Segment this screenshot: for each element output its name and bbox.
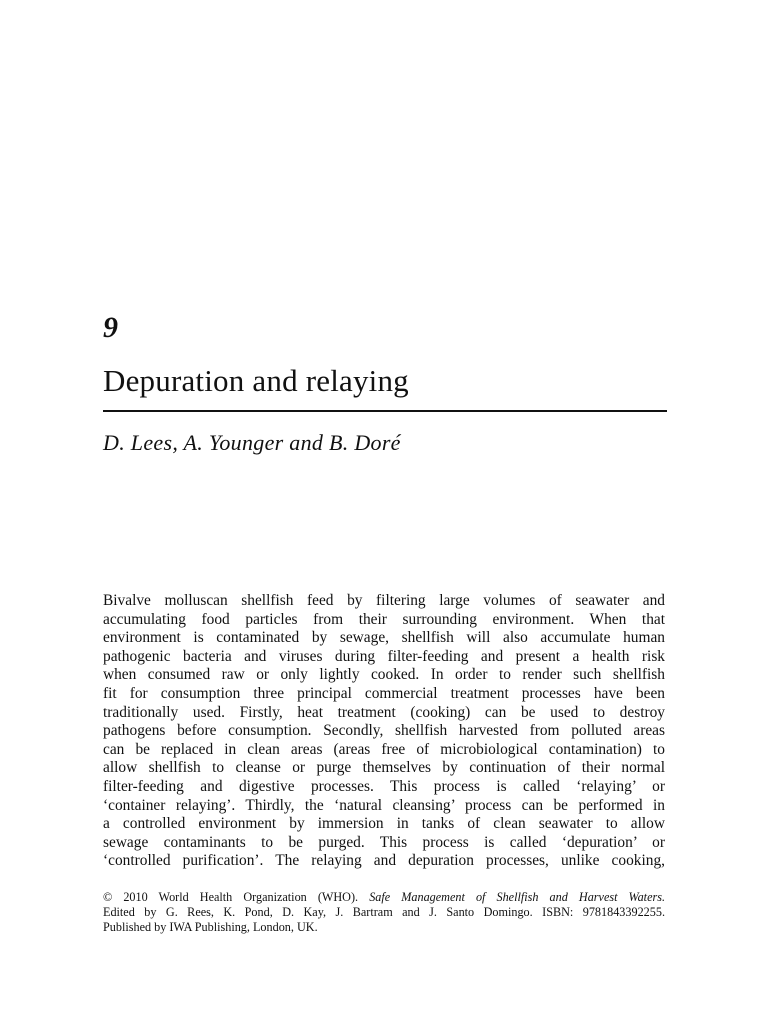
paragraph-line: traditionally used. Firstly, heat treatment (cooking) can be used to destroy: [103, 703, 665, 721]
footnote-line-3: Published by IWA Publishing, London, UK.: [103, 920, 318, 935]
copyright-text: © 2010 World Health Organization (WHO).: [103, 890, 359, 904]
book-title: Safe Management of Shellfish and Harvest Waters.: [369, 890, 666, 904]
paragraph-line: filter-feeding and digestive processes. This process is called ‘relaying’ or: [103, 777, 665, 795]
paragraph-line: Bivalve molluscan shellfish feed by filtering large volumes of seawater and: [103, 592, 665, 609]
body-paragraph: [103, 592, 665, 871]
title-divider: [103, 410, 667, 412]
footnote-line-2: Edited by G. Rees, K. Pond, D. Kay, J. Bartram and J. Santo Domingo. ISBN: 9781843392255.: [103, 905, 665, 920]
chapter-authors: D. Lees, A. Younger and B. Doré: [103, 430, 401, 455]
paragraph-line: ‘controlled purification’. The relaying and depuration processes, unlike cooking,: [103, 852, 665, 870]
chapter-number: 9: [103, 311, 118, 344]
paragraph-line: sewage contaminants to be purged. This process is called ‘depuration’ or: [103, 833, 665, 851]
paragraph-line: accumulating food particles from their surrounding environment. When that: [103, 610, 665, 628]
paragraph-line: ‘container relaying’. Thirdly, the ‘natural cleansing’ process can be performed in: [103, 796, 665, 814]
paragraph-line: environment is contaminated by sewage, shellfish will also accumulate human: [103, 629, 665, 647]
paragraph-line: can be replaced in clean areas (areas free of microbiological contamination) to: [103, 740, 665, 758]
paragraph-line: pathogenic bacteria and viruses during filter-feeding and present a health risk: [103, 647, 665, 665]
paragraph-line: when consumed raw or only lightly cooked. In order to render such shellfish: [103, 666, 665, 684]
chapter-title: Depuration and relaying: [103, 363, 409, 398]
paragraph-line: allow shellfish to cleanse or purge themselves by continuation of their normal: [103, 759, 665, 777]
paragraph-line: fit for consumption three principal commercial treatment processes have been: [103, 684, 665, 702]
paragraph-line: pathogens before consumption. Secondly, shellfish harvested from polluted areas: [103, 722, 665, 740]
copyright-footnote: [103, 890, 665, 936]
footnote-line-1: [103, 890, 665, 905]
paragraph-line: a controlled environment by immersion in tanks of clean seawater to allow: [103, 815, 665, 833]
